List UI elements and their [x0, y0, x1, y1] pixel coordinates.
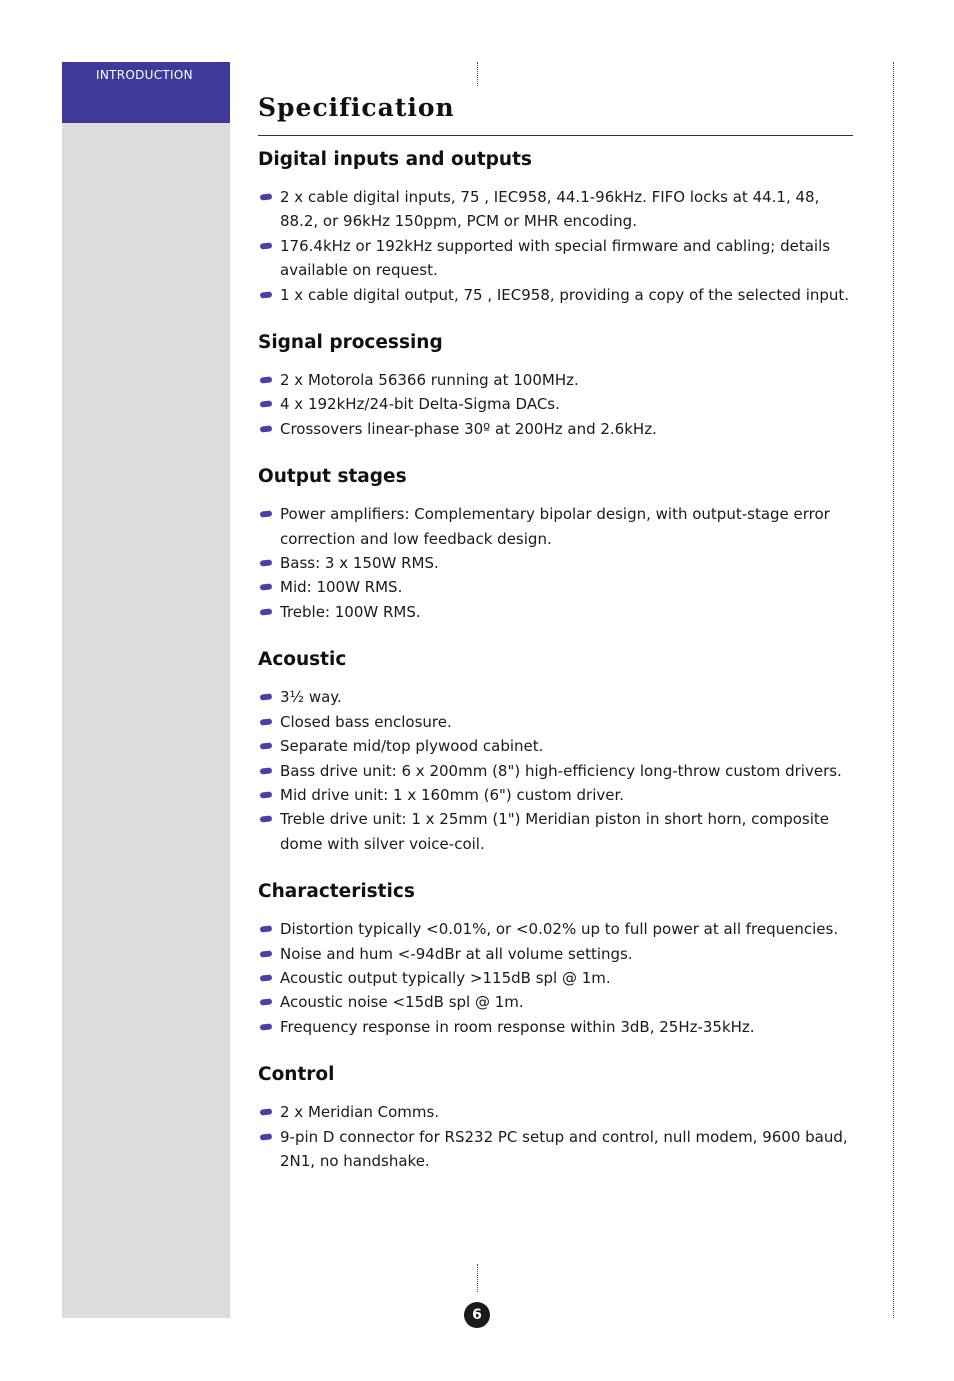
list-item	[258, 966, 858, 990]
bullet-icon	[260, 559, 273, 566]
list-item-text: 9-pin D connector for RS232 PC setup and control, null modem, 9600 baud, 2N1, no handshake.	[280, 1127, 848, 1170]
list-item-text: Acoustic noise <15dB spl @ 1m.	[280, 993, 524, 1012]
bullet-list	[258, 917, 858, 1039]
list-item	[258, 417, 858, 441]
list-item-text: Mid: 100W RMS.	[280, 578, 403, 597]
bullet-list	[258, 368, 858, 441]
list-item-text: 2 x Meridian Comms.	[280, 1103, 440, 1122]
bullet-list	[258, 1100, 858, 1173]
title-divider	[258, 135, 853, 136]
list-item	[258, 942, 858, 966]
list-item	[258, 917, 858, 941]
bullet-icon	[260, 425, 273, 432]
list-item	[258, 990, 858, 1014]
list-item	[258, 600, 858, 624]
bullet-icon	[260, 791, 273, 798]
section-heading: Digital inputs and outputs	[258, 149, 532, 170]
list-item	[258, 759, 858, 783]
bullet-icon	[260, 376, 273, 383]
page-number: 6	[464, 1302, 490, 1328]
bullet-icon	[260, 511, 273, 518]
section-heading: Acoustic	[258, 649, 347, 671]
list-item	[258, 734, 858, 758]
bullet-icon	[260, 1109, 273, 1116]
bullet-icon	[260, 1023, 273, 1030]
list-item	[258, 551, 858, 575]
list-item	[258, 685, 858, 709]
spec-content	[258, 146, 858, 1173]
top-center-dotted-divider	[477, 62, 478, 86]
bullet-icon	[260, 767, 273, 774]
list-item	[258, 1100, 858, 1124]
bottom-center-dotted-divider	[477, 1264, 478, 1292]
section-heading: Control	[258, 1064, 335, 1086]
bullet-icon	[260, 584, 273, 591]
list-item-text: Acoustic output typically >115dB spl @ 1m.	[280, 968, 611, 987]
list-item-text: Frequency response in room response within 3dB, 25Hz-35kHz.	[280, 1017, 755, 1036]
list-item-text: Closed bass enclosure.	[280, 712, 452, 731]
list-item	[258, 575, 858, 599]
list-item-text: 4 x 192kHz/24-bit Delta-Sigma DACs.	[280, 395, 560, 414]
bullet-icon	[260, 193, 273, 200]
bullet-icon	[260, 742, 273, 749]
list-item	[258, 710, 858, 734]
list-item-text: 2 x Motorola 56366 running at 100MHz.	[280, 371, 579, 390]
bullet-icon	[260, 816, 273, 823]
list-item-text: Bass drive unit: 6 x 200mm (8") high-efficiency long-throw custom drivers.	[280, 761, 842, 780]
bullet-list	[258, 502, 858, 624]
section-heading: Signal processing	[258, 332, 443, 354]
bullet-icon	[260, 608, 273, 615]
list-item-text: Distortion typically <0.01%, or <0.02% up to full power at all frequencies.	[280, 920, 839, 939]
spec-section	[258, 878, 858, 1039]
spec-section	[258, 463, 858, 624]
list-item	[258, 185, 858, 234]
list-item	[258, 283, 858, 307]
list-item-text: 3½ way.	[280, 688, 342, 707]
page-title: Specification	[258, 93, 455, 122]
bullet-icon	[260, 242, 273, 249]
bullet-icon	[260, 401, 273, 408]
list-item-text: Treble drive unit: 1 x 25mm (1") Meridian piston in short horn, composite dome with silver voice-coil.	[280, 810, 829, 853]
list-item-text: Noise and hum <-94dBr at all volume settings.	[280, 944, 633, 963]
list-item-text: Bass: 3 x 150W RMS.	[280, 554, 439, 573]
bullet-icon	[260, 974, 273, 981]
spec-section	[258, 146, 858, 307]
list-item	[258, 1015, 858, 1039]
bullet-icon	[260, 999, 273, 1006]
bullet-list	[258, 685, 858, 856]
list-item-text: Crossovers linear-phase 30º at 200Hz and 2.6kHz.	[280, 419, 657, 438]
bullet-list	[258, 185, 858, 307]
list-item-text: Power amplifiers: Complementary bipolar design, with output-stage error correction and low feedback design.	[280, 505, 830, 548]
list-item-text: 176.4kHz or 192kHz supported with special firmware and cabling; details available on request.	[280, 236, 831, 280]
list-item	[258, 392, 858, 416]
list-item	[258, 783, 858, 807]
list-item-text: Mid drive unit: 1 x 160mm (6") custom driver.	[280, 785, 625, 804]
bullet-icon	[260, 694, 273, 701]
bullet-icon	[260, 950, 273, 957]
list-item	[258, 502, 858, 551]
section-tab	[62, 62, 230, 123]
list-item-text: 1 x cable digital output, 75 , IEC958, providing a copy of the selected input.	[280, 285, 850, 304]
section-heading: Output stages	[258, 466, 407, 488]
bullet-icon	[260, 291, 273, 298]
spec-section	[258, 646, 858, 856]
list-item	[258, 1125, 858, 1174]
section-tab-label: INTRODUCTION	[96, 68, 193, 82]
bullet-icon	[260, 926, 273, 933]
section-heading: Characteristics	[258, 881, 415, 903]
spec-section	[258, 1061, 858, 1173]
bullet-icon	[260, 1133, 273, 1140]
list-item	[258, 234, 858, 283]
list-item	[258, 807, 858, 856]
sidebar	[62, 62, 230, 1318]
spec-section	[258, 329, 858, 441]
list-item-text: Treble: 100W RMS.	[280, 602, 421, 621]
bullet-icon	[260, 718, 273, 725]
right-margin-dotted-line	[893, 62, 894, 1318]
list-item	[258, 368, 858, 392]
list-item-text: Separate mid/top plywood cabinet.	[280, 737, 544, 756]
list-item-text: 2 x cable digital inputs, 75 , IEC958, 44.1-96kHz. FIFO locks at 44.1, 48, 88.2, or 96kHz 150ppm, PCM or MHR encoding.	[280, 188, 820, 231]
